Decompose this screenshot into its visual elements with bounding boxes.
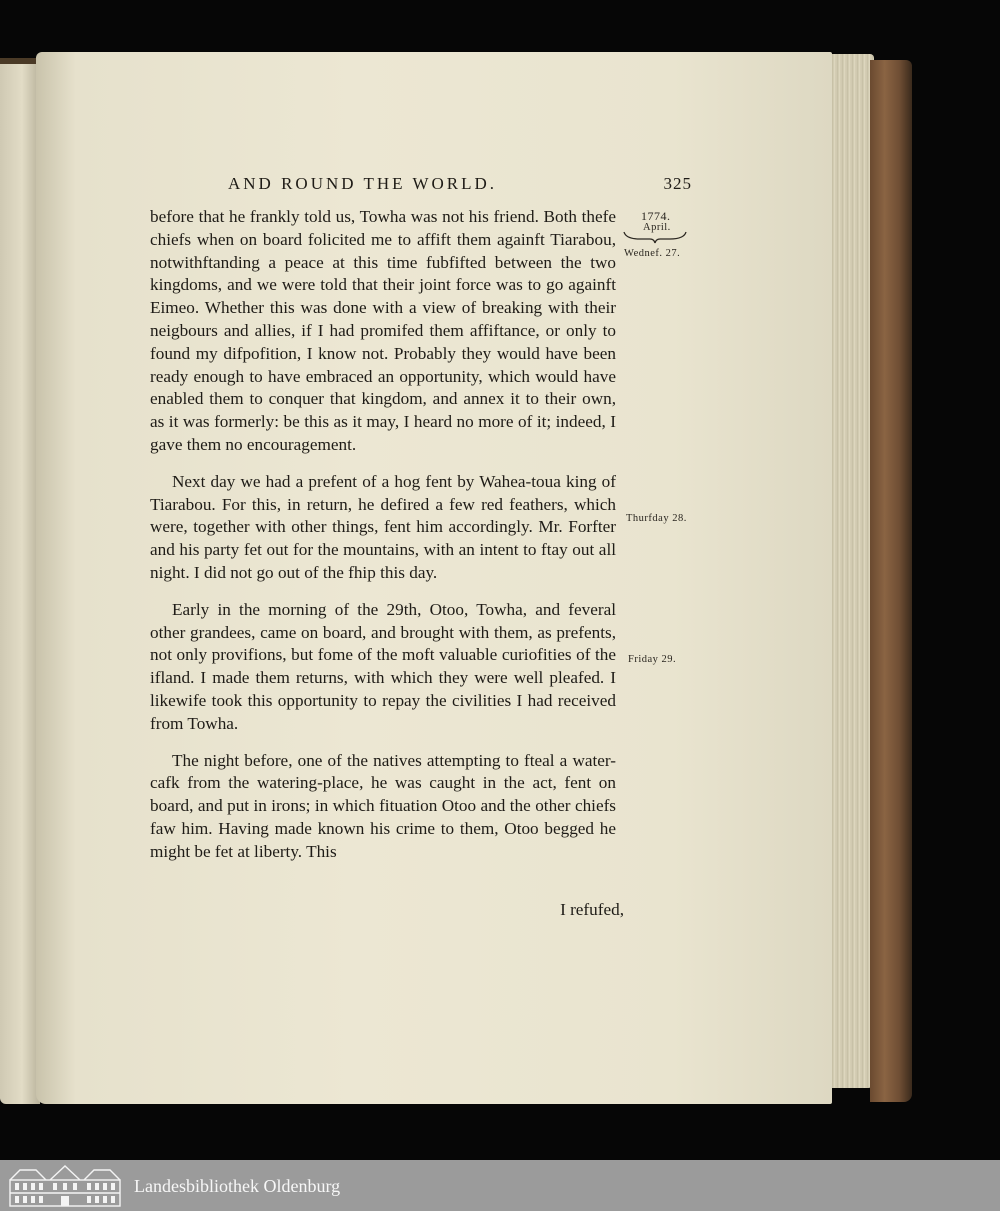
- body-text: [150, 206, 616, 864]
- running-head: AND ROUND THE WORLD.: [228, 174, 498, 193]
- leather-cover-edge: [870, 60, 912, 1102]
- paragraph-night-before: The night before, one of the natives attempting to fteal a water-cafk from the watering-place, he was caught in the act, fent on board, and put in irons; in which fituation Otoo and the other chiefs faw him. Having made known his crime to them, Otoo begged he might be fet at liberty. This: [150, 750, 616, 861]
- page-number: 325: [663, 174, 692, 193]
- margin-date-thursday: Thurfday 28.: [626, 513, 687, 524]
- left-page-edge: [0, 64, 40, 1104]
- margin-month: April.: [643, 222, 671, 233]
- page-block-edges: [826, 54, 874, 1088]
- brace-icon: [622, 230, 688, 244]
- margin-date-wednesday: Wednef. 27.: [624, 248, 681, 259]
- paragraph-next-day: Next day we had a prefent of a hog fent by Wahea-toua king of Tiarabou. For this, in return, he defired a few red feathers, which were, together with other things, fent him accordingly. Mr. Forfter and his party fet out for the mountains, with an intent to ftay out all night. I did not go out of the fhip this day.: [150, 471, 616, 582]
- paragraph-early-morning: Early in the morning of the 29th, Otoo, Towha, and feveral other grandees, came on board, and brought with them, as prefents, not only provifions, but fome of the moft valuable curiofities of the ifland. I made them returns, with which they were well pleafed. I likewife took this opportunity to repay the civilities I had received from Towha.: [150, 599, 616, 733]
- paragraph-continuation: before that he frankly told us, Towha was not his friend. Both thefe chiefs when on board folicited me to affift them againft Tiarabou, notwithftanding a peace at this time fubfifted between the two kingdoms, and we were told that their joint force was to go againft Eimeo. Whether this was done with a view of breaking with their neigbours and allies, if I had promifed them affiftance, or only to found my difpofition, I know not. Probably they would have been ready enough to have embraced an opportunity, which would have enabled them to conquer that kingdom, and annex it to their own, as it was formerly: be this as it may, I heard no more of it; indeed, I gave them no encouragement.: [150, 207, 616, 454]
- page-header: [228, 174, 698, 198]
- library-name: Landesbibliothek Oldenburg: [134, 1176, 341, 1196]
- margin-year: 1774.: [641, 209, 671, 223]
- margin-date-friday: Friday 29.: [628, 654, 677, 665]
- library-building-icon: [6, 1164, 124, 1208]
- catchword: I refufed,: [560, 900, 624, 919]
